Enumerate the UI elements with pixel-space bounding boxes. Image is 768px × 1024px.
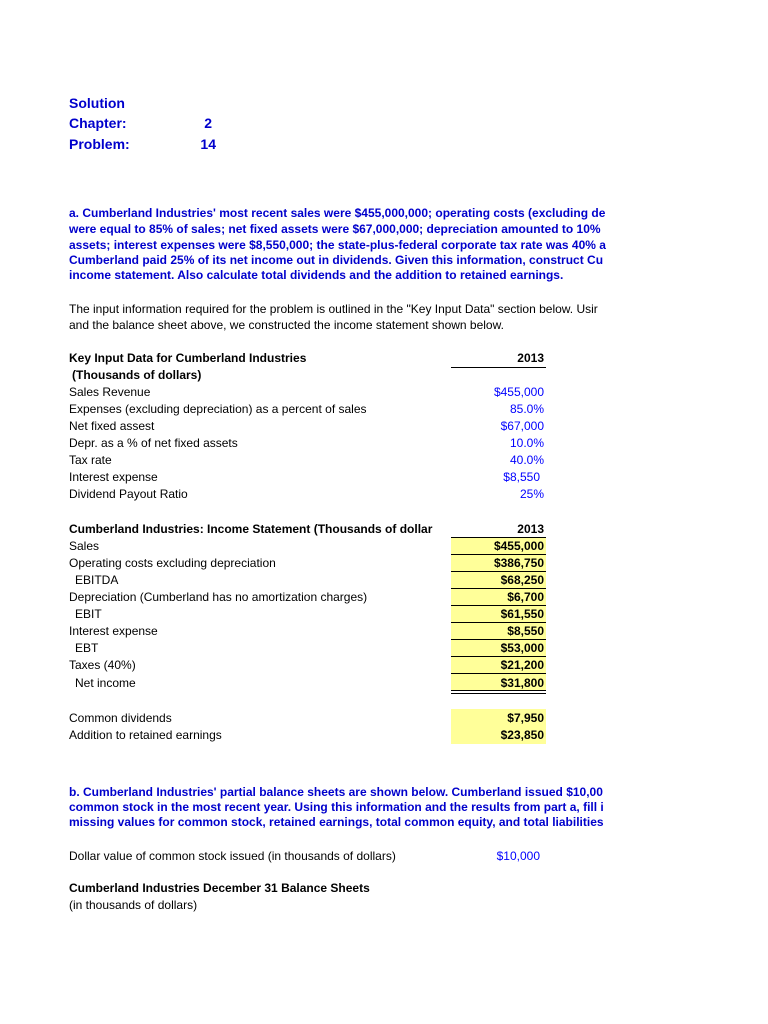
row-border (451, 571, 546, 572)
is-value: $6,700 (507, 590, 544, 604)
key-input-value: $455,000 (493, 385, 544, 399)
part-b-line: common stock in the most recent year. Using this information and the results from part a, fill i (69, 800, 604, 814)
row-border (451, 554, 546, 555)
chapter-label: Chapter: (69, 115, 127, 131)
retained-label: Addition to retained earnings (69, 728, 222, 742)
part-a-line: a. Cumberland Industries' most recent sales were $455,000,000; operating costs (excluding de (69, 206, 606, 220)
part-b-line: missing values for common stock, retained earnings, total common equity, and total liabilities (69, 815, 604, 829)
problem-value: 14 (200, 136, 216, 152)
key-input-label: Depr. as a % of net fixed assets (69, 436, 238, 450)
double-underline (451, 693, 546, 694)
is-label: Sales (69, 539, 100, 553)
key-input-value: $8,550 (503, 470, 540, 484)
is-value: $8,550 (507, 624, 544, 638)
is-value: $455,000 (493, 539, 544, 553)
balance-sheet-title: Cumberland Industries December 31 Balance Sheets (69, 881, 370, 895)
key-input-value: 25% (519, 487, 544, 501)
income-statement-title: Cumberland Industries: Income Statement (Thousands of dollar (69, 522, 433, 536)
key-input-label: Tax rate (69, 453, 112, 467)
row-border (451, 588, 546, 589)
is-value: $21,200 (500, 658, 544, 672)
key-input-value: $67,000 (500, 419, 544, 433)
key-input-title: Key Input Data for Cumberland Industries (69, 351, 307, 365)
part-a-line: were equal to 85% of sales; net fixed assets were $67,000,000; depreciation amounted to 10% (69, 222, 601, 236)
key-input-label: Dividend Payout Ratio (69, 487, 188, 501)
intro-line: The input information required for the problem is outlined in the "Key Input Data" section below. Usir (69, 302, 598, 316)
stock-issued-label: Dollar value of common stock issued (in thousands of dollars) (69, 849, 396, 863)
is-label: Depreciation (Cumberland has no amortization charges) (69, 590, 368, 604)
row-border (451, 537, 546, 538)
intro-line: and the balance sheet above, we constructed the income statement shown below. (69, 318, 504, 332)
solution-label: Solution (69, 95, 125, 111)
is-label: EBITDA (75, 573, 119, 587)
retained-value: $23,850 (500, 728, 544, 742)
income-statement-year: 2013 (517, 522, 544, 536)
year-underline (451, 367, 546, 368)
chapter-value: 2 (204, 115, 212, 131)
key-input-year: 2013 (517, 351, 544, 365)
key-input-label: Net fixed assest (69, 419, 155, 433)
is-label: Interest expense (69, 624, 158, 638)
key-input-value: 40.0% (509, 453, 544, 467)
row-border (451, 639, 546, 640)
key-input-subtitle: (Thousands of dollars) (72, 368, 202, 382)
is-label: Operating costs excluding depreciation (69, 556, 276, 570)
is-value: $68,250 (500, 573, 544, 587)
is-value: $31,800 (500, 676, 544, 690)
is-label: EBIT (75, 607, 102, 621)
row-border (451, 605, 546, 606)
row-border (451, 673, 546, 674)
part-a-line: Cumberland paid 25% of its net income out in dividends. Given this information, construct Cu (69, 253, 604, 267)
key-input-label: Interest expense (69, 470, 158, 484)
is-value: $386,750 (493, 556, 544, 570)
stock-issued-value: $10,000 (496, 849, 540, 863)
dividends-label: Common dividends (69, 711, 172, 725)
key-input-label: Sales Revenue (69, 385, 151, 399)
is-value: $53,000 (500, 641, 544, 655)
dividends-value: $7,950 (507, 711, 544, 725)
problem-label: Problem: (69, 136, 130, 152)
part-a-line: assets; interest expenses were $8,550,000; the state-plus-federal corporate tax rate was 40% a (69, 238, 606, 252)
row-border (451, 656, 546, 657)
is-label: Taxes (40%) (69, 658, 136, 672)
is-value: $61,550 (500, 607, 544, 621)
row-border (451, 622, 546, 623)
double-underline (451, 690, 546, 691)
key-input-value: 10.0% (509, 436, 544, 450)
key-input-label: Expenses (excluding depreciation) as a percent of sales (69, 402, 367, 416)
key-input-value: 85.0% (509, 402, 544, 416)
is-label: Net income (75, 676, 136, 690)
balance-sheet-subtitle: (in thousands of dollars) (69, 898, 198, 912)
part-a-line: income statement. Also calculate total dividends and the addition to retained earnings. (69, 268, 564, 282)
is-label: EBT (75, 641, 99, 655)
part-b-line: b. Cumberland Industries' partial balance sheets are shown below. Cumberland issued $10,00 (69, 785, 603, 799)
